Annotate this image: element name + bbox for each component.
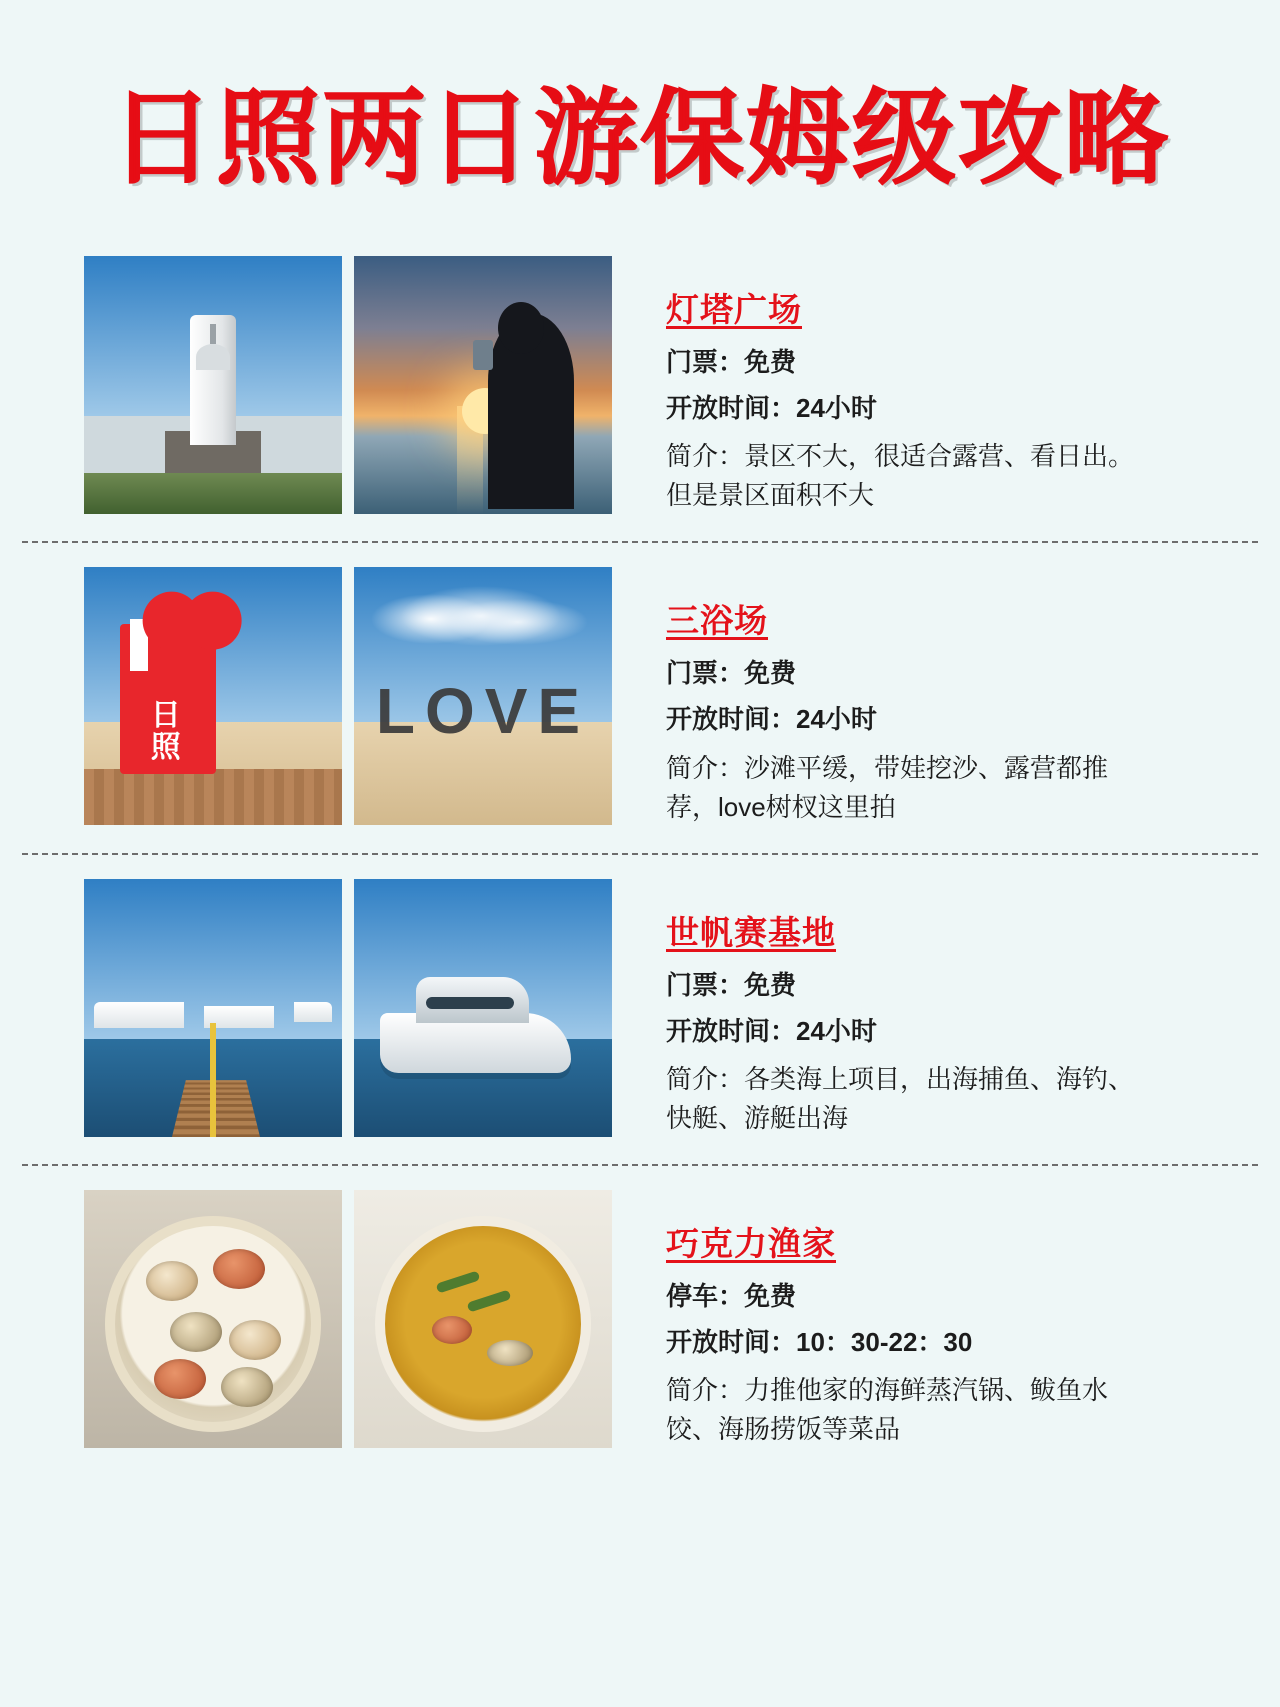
price-value: 免费: [744, 347, 797, 378]
hours-line: [666, 1325, 1280, 1360]
intro-line: [666, 749, 1136, 827]
intro-line: [666, 1060, 1136, 1138]
photo-group: [84, 879, 612, 1137]
seafood-soup-photo[interactable]: [354, 1190, 612, 1448]
price-label: 门票：: [666, 347, 745, 378]
herb-garnish: [435, 1270, 480, 1293]
yacht-window: [426, 997, 514, 1009]
hours-line: [666, 1014, 1280, 1049]
parking-label: 停车：: [666, 1280, 745, 1311]
shell-icon: [221, 1367, 273, 1407]
seafood-plate: [105, 1216, 321, 1432]
divider: [22, 541, 1258, 543]
price-label: 门票：: [666, 969, 745, 1000]
clouds-layer: [354, 583, 612, 660]
page-title: 日照两日游保姆级攻略: [109, 81, 1170, 197]
herb-garnish: [467, 1290, 512, 1313]
intro-line: [666, 1371, 1136, 1449]
list-item: [0, 256, 1280, 515]
lighthouse-tip: [210, 324, 216, 344]
intro-line: [666, 437, 1136, 515]
sign-char-2: 照: [150, 730, 181, 764]
ground-layer: [84, 473, 342, 514]
shell-icon: [229, 1320, 281, 1360]
sign-char-1: 日: [150, 699, 181, 733]
photo-group: [84, 567, 612, 825]
hours-label: 开放时间：: [666, 393, 797, 424]
hours-label: 开放时间：: [666, 704, 797, 735]
hours-value: 24小时: [796, 393, 877, 424]
list-item: [0, 879, 1280, 1138]
love-driftwood-photo[interactable]: [354, 567, 612, 825]
intro-label: 简介：: [666, 752, 745, 783]
attraction-info: [612, 567, 1280, 826]
intro-text: 景区不大，很适合露营、看日出。但是景区面积不大: [666, 441, 1135, 511]
sunrise-silhouette-photo[interactable]: [354, 256, 612, 514]
attraction-name: 世帆赛基地: [666, 913, 836, 951]
love-letters: LOVE: [375, 674, 591, 747]
marina-pier-photo[interactable]: [84, 879, 342, 1137]
attraction-info: [612, 879, 1280, 1138]
hours-label: 开放时间：: [666, 1326, 797, 1357]
hours-value: 24小时: [796, 1015, 877, 1046]
shrimp-icon: [432, 1316, 472, 1344]
shell-icon: [146, 1261, 198, 1301]
pier-center-line: [210, 1023, 216, 1137]
divider: [22, 1164, 1258, 1166]
list-item: [0, 1190, 1280, 1449]
shell-icon: [213, 1249, 265, 1289]
shell-icon: [170, 1312, 222, 1352]
intro-label: 简介：: [666, 441, 745, 472]
seafood-steampot-photo[interactable]: [84, 1190, 342, 1448]
intro-text: 力推他家的海鲜蒸汽锅、鲅鱼水饺、海肠捞饭等菜品: [666, 1374, 1109, 1444]
price-line: [666, 656, 1280, 691]
clam-icon: [487, 1340, 533, 1366]
parking-value: 免费: [744, 1280, 797, 1311]
attraction-name: 灯塔广场: [666, 291, 802, 329]
hours-line: [666, 702, 1280, 737]
soup-bowl: [375, 1216, 591, 1432]
photo-group: [84, 256, 612, 514]
hours-line: [666, 391, 1280, 426]
attraction-name: 三浴场: [666, 602, 768, 640]
sign-text: [123, 700, 209, 763]
price-value: 免费: [744, 658, 797, 689]
intro-text: 各类海上项目，出海捕鱼、海钓、快艇、游艇出海: [666, 1063, 1135, 1133]
phone-icon: [473, 340, 493, 370]
photo-group: [84, 1190, 612, 1448]
lighthouse-lantern: [196, 344, 230, 370]
attraction-info: [612, 256, 1280, 515]
hours-label: 开放时间：: [666, 1015, 797, 1046]
attraction-info: [612, 1190, 1280, 1449]
attraction-list: [0, 256, 1280, 1449]
lighthouse-photo[interactable]: [84, 256, 342, 514]
i-love-rizhao-sign-photo[interactable]: [84, 567, 342, 825]
shell-icon: [154, 1359, 206, 1399]
divider: [22, 853, 1258, 855]
list-item: [0, 567, 1280, 826]
intro-text: 沙滩平缓，带娃挖沙、露营都推荐，love树杈这里拍: [666, 752, 1109, 822]
attraction-name: 巧克力渔家: [666, 1224, 836, 1262]
hours-value: 24小时: [796, 704, 877, 735]
intro-label: 简介：: [666, 1374, 745, 1405]
price-line: [666, 968, 1280, 1003]
yacht-photo[interactable]: [354, 879, 612, 1137]
hours-value: 10：30-22：30: [796, 1326, 973, 1357]
price-value: 免费: [744, 969, 797, 1000]
parking-line: [666, 1279, 1280, 1314]
intro-label: 简介：: [666, 1063, 745, 1094]
price-line: [666, 345, 1280, 380]
boardwalk: [84, 769, 342, 826]
price-label: 门票：: [666, 658, 745, 689]
